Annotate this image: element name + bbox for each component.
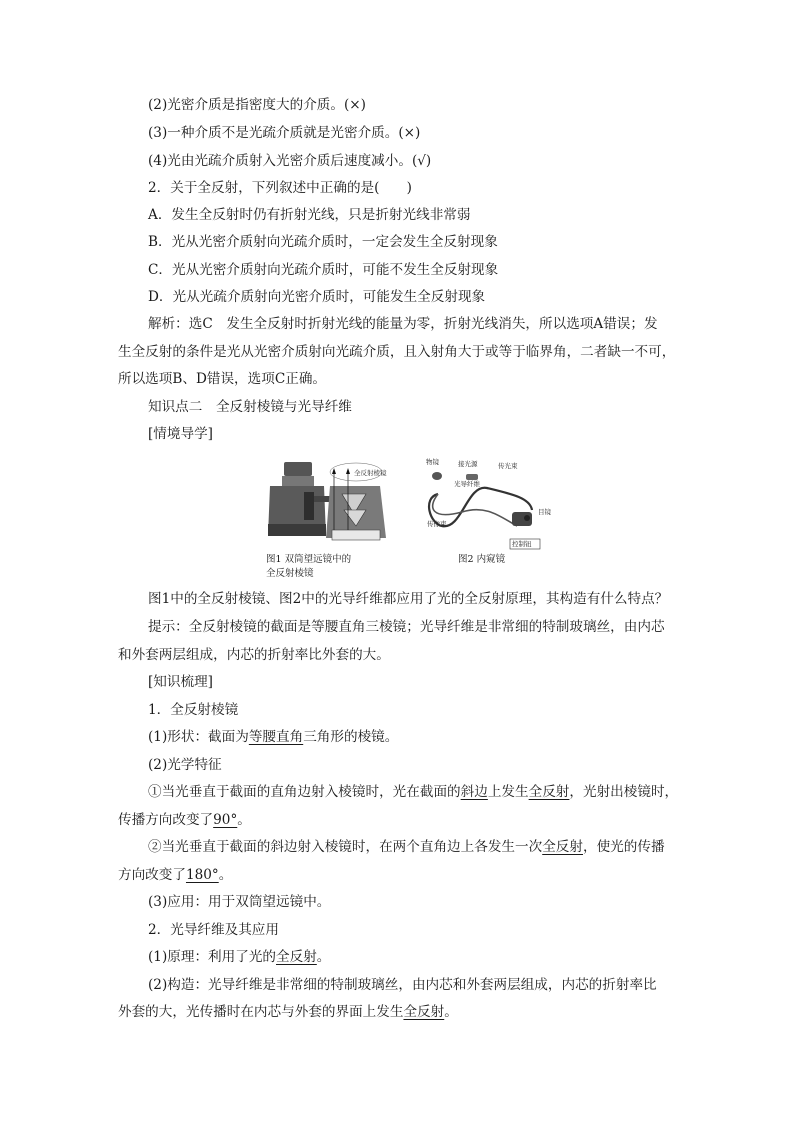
svg-text:控制钮: 控制钮 — [512, 540, 532, 548]
svg-text:光导纤维: 光导纤维 — [454, 480, 480, 488]
feature-1-line-2: 传播方向改变了90°。 — [118, 812, 251, 828]
shape-line: (1)形状：截面为等腰直角三角形的棱镜。 — [148, 729, 399, 745]
hint-line-2: 和外套两层组成，内芯的折射率比外套的大。 — [118, 647, 390, 663]
optics-heading: (2)光学特征 — [148, 757, 222, 773]
figures — [262, 454, 552, 582]
svg-text:接光源: 接光源 — [458, 460, 478, 468]
feature-1-line-1: ①当光垂直于截面的直角边射入棱镜时，光在截面的斜边上发生全反射，光射出棱镜时， — [148, 784, 679, 800]
endoscope-figure — [426, 457, 552, 549]
analysis-line-1: 解析：选C 发生全反射时折射光线的能量为零，折射光线消失，所以选项A错误；发 — [148, 316, 658, 332]
question-2: 2．关于全反射，下列叙述中正确的是( ) — [148, 180, 412, 196]
feature-2-line-2: 方向改变了180°。 — [118, 867, 233, 883]
judgement-3: (3)一种介质不是光疏介质就是光密介质。(×) — [148, 125, 421, 141]
svg-text:传光束: 传光束 — [498, 462, 518, 470]
option-c: C．光从光密介质射向光疏介质时，可能不发生全反射现象 — [148, 262, 499, 278]
knowledge-heading: [知识梳理] — [148, 674, 213, 690]
svg-text:传像束: 传像束 — [427, 520, 447, 528]
scenario-heading: [情境导学] — [148, 426, 213, 442]
figure2-caption: 图2 内窥镜 — [458, 554, 506, 565]
judgement-2: (2)光密介质是指密度大的介质。(×) — [148, 97, 366, 113]
application-line: (3)应用：用于双筒望远镜中。 — [148, 894, 331, 910]
figure1-caption-2: 全反射棱镜 — [266, 568, 314, 579]
structure-line-1: (2)构造：光导纤维是非常细的特制玻璃丝，由内芯和外套两层组成，内芯的折射率比 — [148, 977, 657, 993]
hint-line-1: 提示：全反射棱镜的截面是等腰直角三棱镜；光导纤维是非常细的特制玻璃丝，由内芯 — [148, 619, 665, 635]
item-1-title: 1．全反射棱镜 — [148, 702, 239, 718]
section-title: 知识点二 全反射棱镜与光导纤维 — [148, 399, 352, 415]
figure-question: 图1中的全反射棱镜、图2中的光导纤维都应用了光的全反射原理，其构造有什么特点？ — [148, 591, 669, 607]
item-2-title: 2．光导纤维及其应用 — [148, 922, 279, 938]
option-d: D．光从光疏介质射向光密介质时，可能发生全反射现象 — [148, 289, 486, 305]
analysis-line-2: 生全反射的条件是光从光密介质射向光疏介质，且入射角大于或等于临界角，二者缺一不可， — [118, 344, 676, 360]
option-a: A．发生全反射时仍有折射光线，只是折射光线非常弱 — [148, 207, 471, 223]
option-b: B．光从光密介质射向光疏介质时，一定会发生全反射现象 — [148, 234, 498, 250]
structure-line-2: 外套的大，光传播时在内芯与外套的界面上发生全反射。 — [118, 1004, 458, 1020]
principle-line: (1)原理：利用了光的全反射。 — [148, 949, 331, 965]
svg-text:目镜: 目镜 — [538, 508, 551, 516]
figure1-caption: 图1 双筒望远镜中的 — [266, 554, 352, 565]
analysis-line-3: 所以选项B、D错误，选项C正确。 — [118, 371, 327, 387]
svg-text:物镜: 物镜 — [426, 458, 439, 466]
prism-label: 全反射棱镜 — [354, 469, 387, 477]
judgement-4: (4)光由光疏介质射入光密介质后速度减小。(√) — [148, 153, 432, 169]
feature-2-line-1: ②当光垂直于截面的斜边射入棱镜时，在两个直角边上各发生一次全反射，使光的传播 — [148, 839, 665, 855]
